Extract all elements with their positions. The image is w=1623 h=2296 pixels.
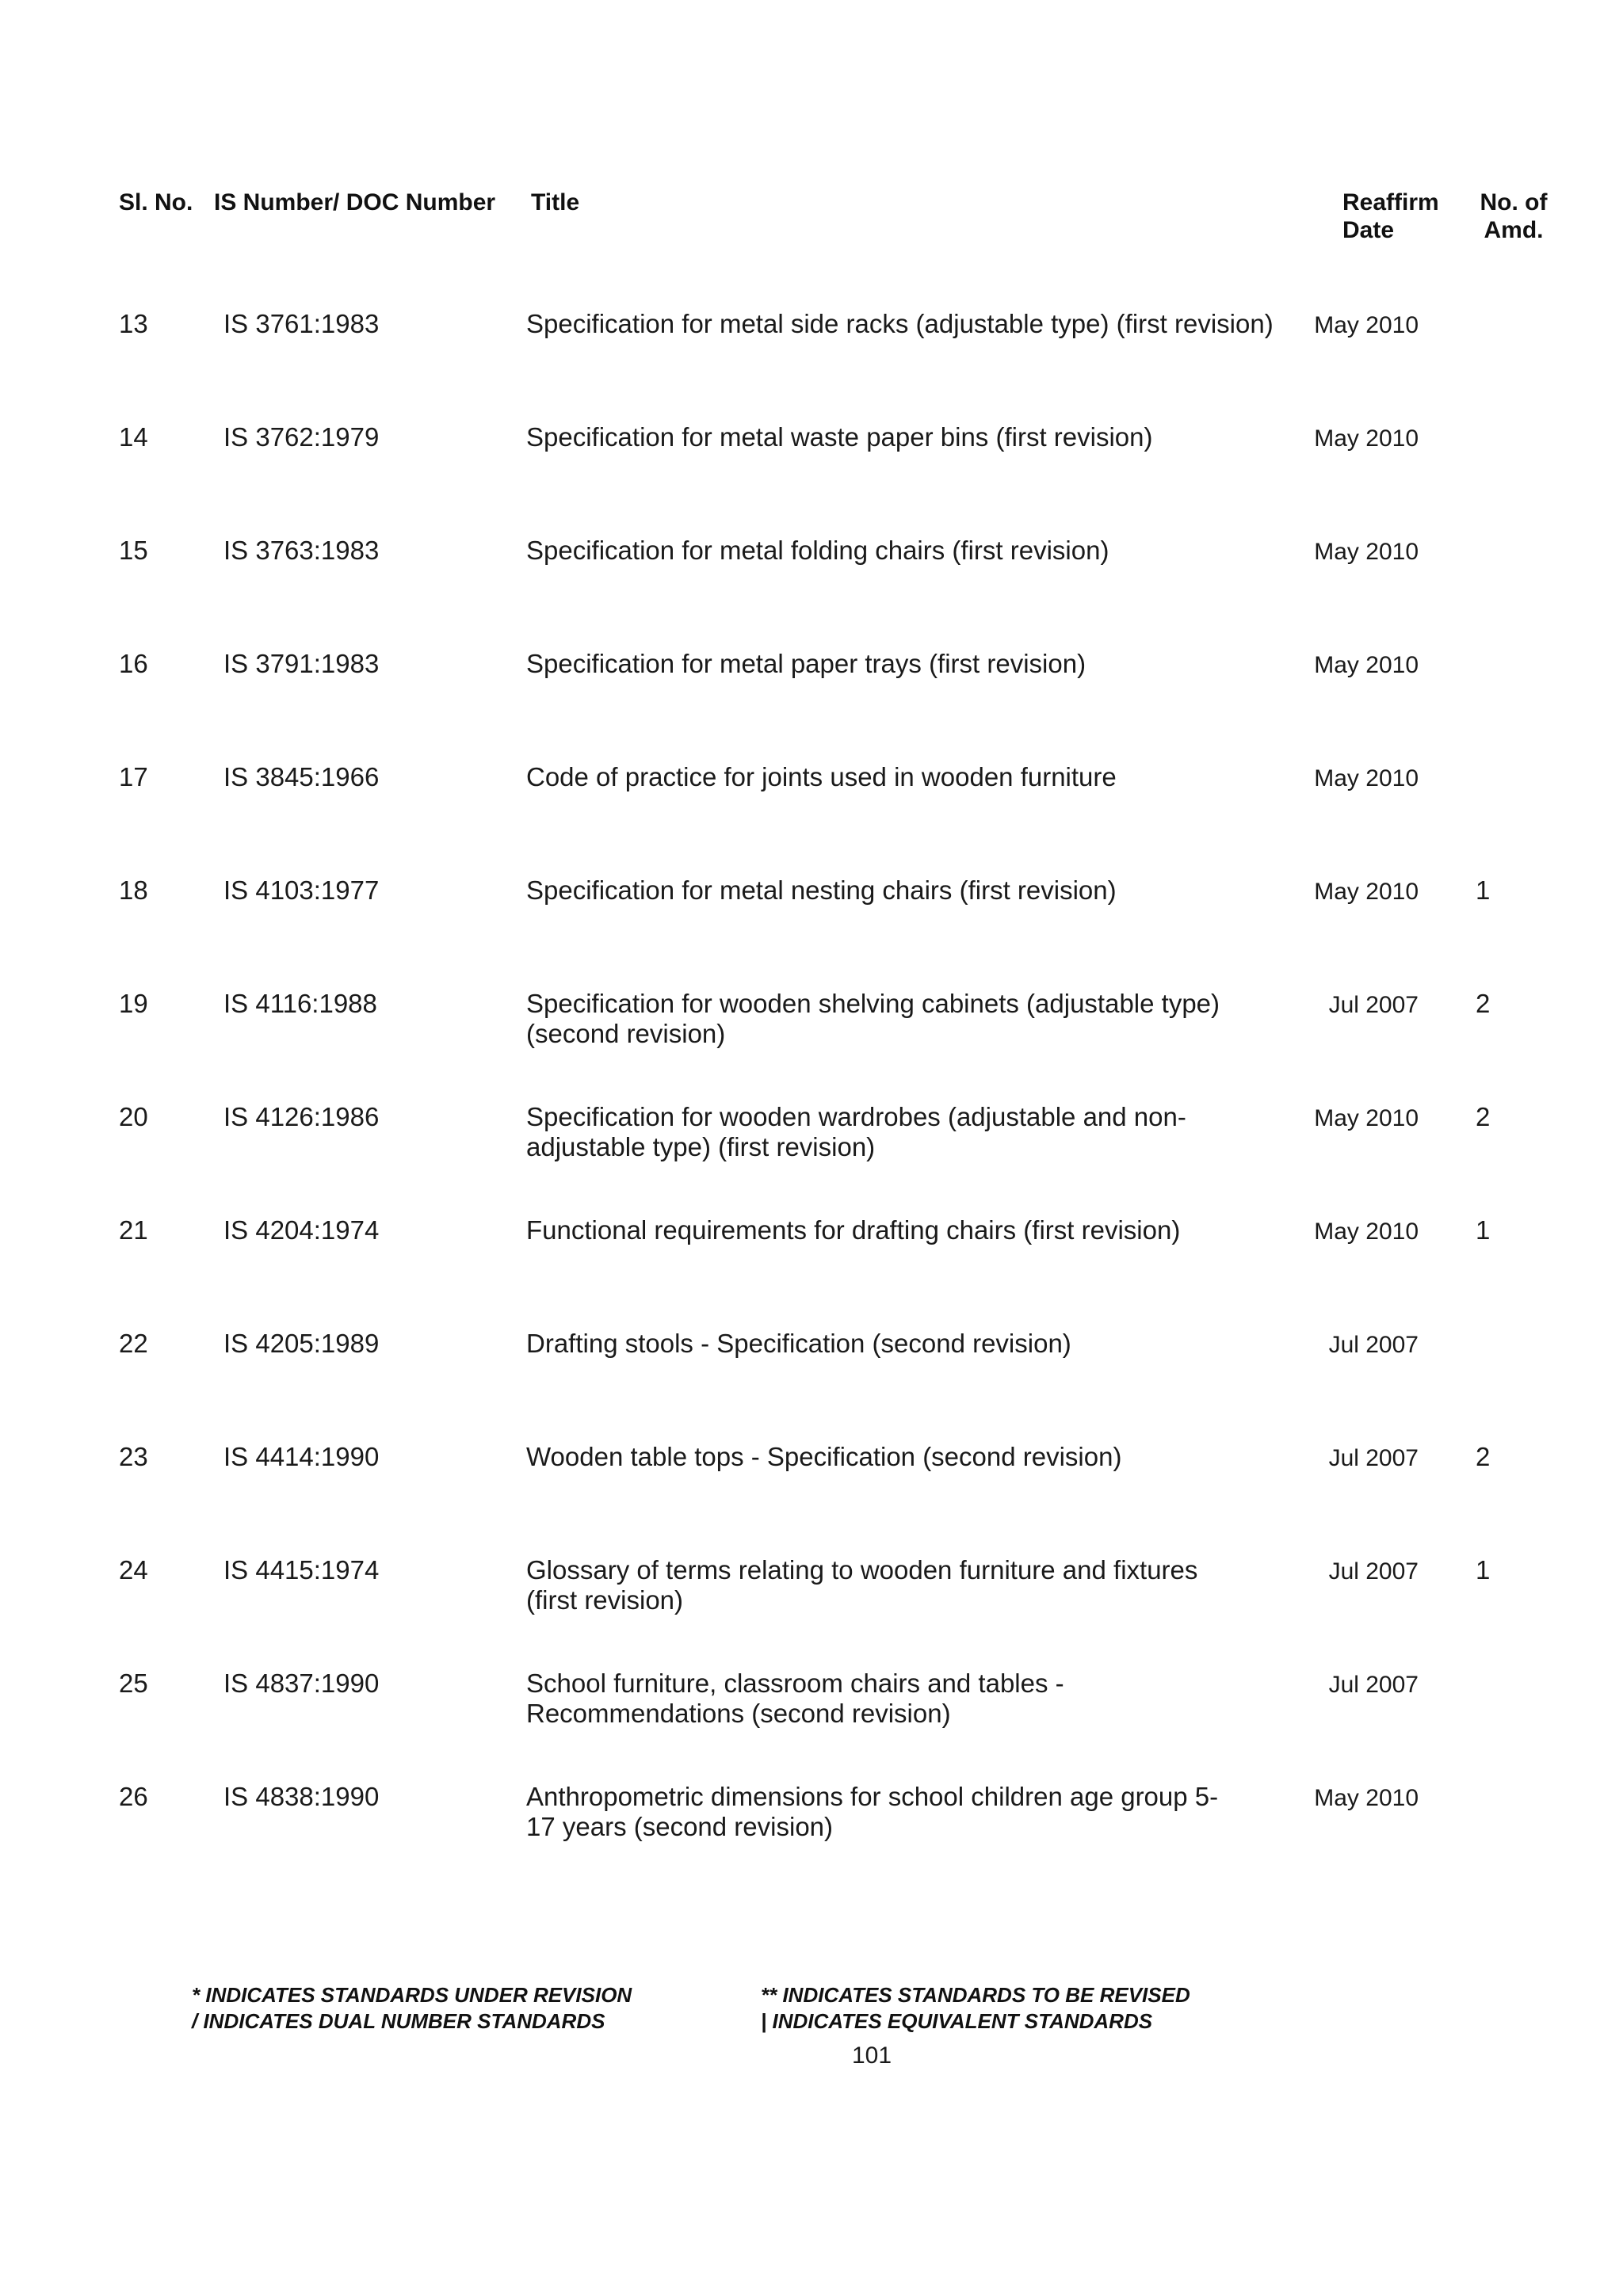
reaffirm-date-cell: May 2010 (1314, 1219, 1419, 1245)
header-no-of-amd (1474, 189, 1553, 244)
page-number: 101 (852, 2042, 892, 2069)
reaffirm-date-cell: May 2010 (1314, 879, 1419, 905)
title-line: Specification for metal nesting chairs (first revision) (526, 875, 1117, 905)
table-row (0, 422, 1623, 509)
sl-no-cell: 21 (119, 1215, 148, 1245)
table-row (0, 536, 1623, 623)
table-row (0, 762, 1623, 849)
is-number-cell: IS 4116:1988 (223, 989, 377, 1018)
is-number-cell: IS 4414:1990 (223, 1442, 380, 1471)
sl-no-cell: 19 (119, 989, 148, 1018)
sl-no-cell: 20 (119, 1102, 148, 1131)
sl-no-cell: 17 (119, 762, 148, 791)
title-line: adjustable type) (first revision) (526, 1132, 876, 1161)
amendments-cell: 1 (1476, 1555, 1491, 1585)
title-line: Specification for wooden shelving cabinets (adjustable type) (526, 989, 1220, 1018)
title-cell (526, 536, 1307, 566)
is-number-cell: IS 4126:1986 (223, 1102, 380, 1131)
amendments-cell: 1 (1476, 1215, 1491, 1245)
is-number-cell: IS 4837:1990 (223, 1669, 380, 1698)
legend-to-be-revised: ** INDICATES STANDARDS TO BE REVISED (761, 1983, 1190, 2007)
legend-equivalent: | INDICATES EQUIVALENT STANDARDS (761, 2009, 1153, 2033)
sl-no-cell: 16 (119, 649, 148, 678)
title-cell (526, 422, 1307, 452)
is-number-cell: IS 3762:1979 (223, 422, 380, 452)
title-line: Drafting stools - Specification (second revision) (526, 1329, 1071, 1358)
title-line: Code of practice for joints used in wooden furniture (526, 762, 1117, 791)
amendments-cell: 2 (1476, 1442, 1491, 1471)
is-number-cell: IS 4205:1989 (223, 1329, 380, 1358)
header-amd-line-2: Amd. (1484, 217, 1544, 243)
header-sl-no: Sl. No. (119, 189, 193, 215)
title-cell (526, 649, 1307, 679)
is-number-cell: IS 4204:1974 (223, 1215, 380, 1245)
title-line: Specification for metal waste paper bins (first revision) (526, 422, 1153, 452)
is-number-cell: IS 3763:1983 (223, 536, 380, 565)
header-amd-line-1: No. of (1480, 189, 1548, 215)
table-row (0, 1215, 1623, 1302)
sl-no-cell: 25 (119, 1669, 148, 1698)
title-line: Specification for wooden wardrobes (adjustable and non- (526, 1102, 1186, 1131)
title-cell (526, 1442, 1307, 1472)
title-cell (526, 1329, 1307, 1359)
title-cell (526, 762, 1307, 792)
table-row (0, 1782, 1623, 1869)
reaffirm-date-cell: May 2010 (1314, 539, 1419, 565)
title-line: Specification for metal folding chairs (first revision) (526, 536, 1109, 565)
title-line: School furniture, classroom chairs and tables - (526, 1669, 1064, 1698)
reaffirm-date-cell: Jul 2007 (1328, 1558, 1419, 1585)
reaffirm-date-cell: May 2010 (1314, 1785, 1419, 1811)
table-row (0, 1669, 1623, 1756)
is-number-cell: IS 4838:1990 (223, 1782, 380, 1811)
reaffirm-date-cell: May 2010 (1314, 425, 1419, 452)
reaffirm-date-cell: Jul 2007 (1328, 1332, 1419, 1358)
reaffirm-date-cell: May 2010 (1314, 652, 1419, 678)
title-line: Recommendations (second revision) (526, 1699, 951, 1728)
table-row (0, 309, 1623, 396)
sl-no-cell: 18 (119, 875, 148, 905)
title-cell (526, 1555, 1307, 1615)
table-row (0, 1329, 1623, 1416)
title-cell (526, 309, 1307, 339)
footer-legend-left (192, 1982, 632, 2035)
header-reaffirm-date (1342, 189, 1439, 244)
reaffirm-date-cell: May 2010 (1314, 765, 1419, 791)
legend-dual-number: / INDICATES DUAL NUMBER STANDARDS (192, 2009, 605, 2033)
footer-legend-right (761, 1982, 1190, 2035)
reaffirm-date-cell: Jul 2007 (1328, 1672, 1419, 1698)
table-row (0, 875, 1623, 963)
title-line: (second revision) (526, 1019, 726, 1048)
is-number-cell: IS 4415:1974 (223, 1555, 380, 1585)
title-line: Specification for metal paper trays (first revision) (526, 649, 1086, 678)
reaffirm-date-cell: Jul 2007 (1328, 992, 1419, 1018)
title-cell (526, 1102, 1307, 1162)
sl-no-cell: 23 (119, 1442, 148, 1471)
title-line: 17 years (second revision) (526, 1812, 834, 1841)
title-line: Wooden table tops - Specification (second revision) (526, 1442, 1122, 1471)
amendments-cell: 2 (1476, 1102, 1491, 1131)
header-reaffirm-line-1: Reaffirm (1342, 189, 1439, 215)
is-number-cell: IS 3791:1983 (223, 649, 380, 678)
sl-no-cell: 13 (119, 309, 148, 338)
table-row (0, 1442, 1623, 1529)
is-number-cell: IS 3845:1966 (223, 762, 380, 791)
title-cell (526, 875, 1307, 906)
sl-no-cell: 15 (119, 536, 148, 565)
is-number-cell: IS 3761:1983 (223, 309, 380, 338)
header-reaffirm-line-2: Date (1342, 217, 1395, 243)
amendments-cell: 2 (1476, 989, 1491, 1018)
table-row (0, 649, 1623, 736)
title-cell (526, 1215, 1307, 1245)
sl-no-cell: 14 (119, 422, 148, 452)
reaffirm-date-cell: May 2010 (1314, 1105, 1419, 1131)
header-title: Title (531, 189, 580, 215)
title-line: Functional requirements for drafting chairs (first revision) (526, 1215, 1181, 1245)
sl-no-cell: 24 (119, 1555, 148, 1585)
is-number-cell: IS 4103:1977 (223, 875, 380, 905)
amendments-cell: 1 (1476, 875, 1491, 905)
reaffirm-date-cell: Jul 2007 (1328, 1445, 1419, 1471)
sl-no-cell: 22 (119, 1329, 148, 1358)
title-line: Specification for metal side racks (adjustable type) (first revision) (526, 309, 1274, 338)
sl-no-cell: 26 (119, 1782, 148, 1811)
reaffirm-date-cell: May 2010 (1314, 312, 1419, 338)
header-is-number: IS Number/ DOC Number (214, 189, 496, 215)
legend-under-revision: * INDICATES STANDARDS UNDER REVISION (192, 1983, 632, 2007)
table-row (0, 989, 1623, 1076)
title-cell (526, 989, 1307, 1049)
table-row (0, 1555, 1623, 1642)
title-line: Anthropometric dimensions for school children age group 5- (526, 1782, 1219, 1811)
table-row (0, 1102, 1623, 1189)
title-cell (526, 1669, 1307, 1729)
title-cell (526, 1782, 1307, 1842)
title-line: Glossary of terms relating to wooden furniture and fixtures (526, 1555, 1198, 1585)
title-line: (first revision) (526, 1585, 684, 1615)
